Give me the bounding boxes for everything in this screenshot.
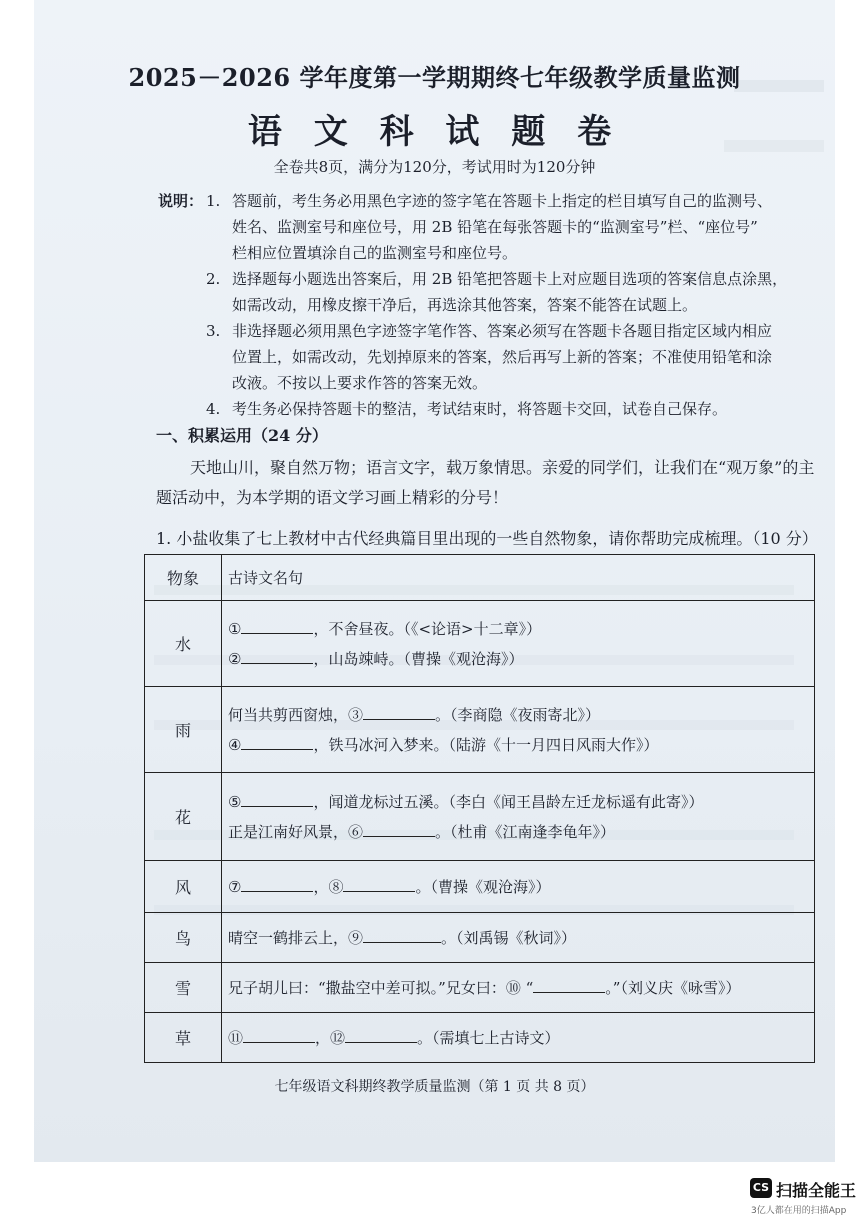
instructions-label: 说明： bbox=[158, 192, 204, 210]
object-cell: 草 bbox=[145, 1013, 222, 1063]
answer-blank[interactable] bbox=[345, 1024, 417, 1043]
instruction-line: 栏相应位置填涂自己的监测室号和座位号。 bbox=[232, 244, 518, 262]
table-row bbox=[145, 1013, 815, 1063]
instruction-number: 4. bbox=[206, 400, 221, 418]
object-cell: 花 bbox=[145, 773, 222, 861]
instruction-number: 2. bbox=[206, 270, 221, 288]
answer-blank[interactable] bbox=[241, 788, 313, 807]
answer-blank[interactable] bbox=[241, 731, 313, 750]
table-row bbox=[145, 913, 815, 963]
verse-cell: 兄子胡儿曰：“撒盐空中差可拟。”兄女曰：⑩ “ 。”（刘义庆《咏雪》） bbox=[222, 963, 815, 1013]
instruction-item bbox=[158, 318, 818, 396]
poem-table bbox=[144, 554, 815, 1063]
object-cell: 雪 bbox=[145, 963, 222, 1013]
instruction-line: 如需改动，用橡皮擦干净后，再选涂其他答案，答案不能答在试题上。 bbox=[232, 296, 698, 314]
header-verse: 古诗文名句 bbox=[222, 555, 815, 601]
instruction-line: 位置上，如需改动，先划掉原来的答案，然后再写上新的答案；不准使用铅笔和涂 bbox=[232, 348, 773, 366]
instruction-line: 非选择题必须用黑色字迹签字笔作答、答案必须写在答题卡各题目指定区域内相应 bbox=[232, 322, 773, 340]
answer-blank[interactable] bbox=[533, 974, 605, 993]
verse-cell: 何当共剪西窗烛，③ 。（李商隐《夜雨寄北》） ④ ，铁马冰河入梦来。（陆游《十一月四日风雨大作》） bbox=[222, 687, 815, 773]
camscanner-logo-icon: CS bbox=[750, 1178, 772, 1198]
instruction-item bbox=[158, 396, 818, 422]
watermark-name: 扫描全能王 bbox=[776, 1181, 857, 1200]
instruction-item bbox=[158, 266, 818, 318]
answer-blank[interactable] bbox=[241, 873, 313, 892]
instructions bbox=[158, 188, 818, 422]
instruction-line: 姓名、监测室号和座位号，用 2B 铅笔在每张答题卡的“监测室号”栏、“座位号” bbox=[232, 218, 758, 236]
object-cell: 风 bbox=[145, 861, 222, 913]
instruction-number: 3. bbox=[206, 322, 221, 340]
instruction-line: 改液。不按以上要求作答的答案无效。 bbox=[232, 374, 488, 392]
instruction-item bbox=[158, 188, 818, 266]
answer-blank[interactable] bbox=[343, 873, 415, 892]
answer-blank[interactable] bbox=[363, 818, 435, 837]
exam-info: 全卷共8页，满分为120分，考试用时为120分钟 bbox=[273, 158, 596, 176]
question-1-text: 1. 小盐收集了七上教材中古代经典篇目里出现的一些自然物象，请你帮助完成梳理。（10 分） bbox=[156, 529, 818, 548]
exam-subject-title: 语 文 科 试 题 卷 bbox=[247, 112, 622, 152]
object-cell: 雨 bbox=[145, 687, 222, 773]
instruction-line: 答题前，考生务必用黑色字迹的签字笔在答题卡上指定的栏目填写自己的监测号、 bbox=[232, 192, 773, 210]
object-cell: 鸟 bbox=[145, 913, 222, 963]
object-cell: 水 bbox=[145, 601, 222, 687]
table-row bbox=[145, 687, 815, 773]
section-intro: 天地山川，聚自然万物；语言文字，载万象情思。亲爱的同学们，让我们在“观万象”的主题活动中，为本学期的语文学习画上精彩的分号！ bbox=[156, 458, 815, 507]
instruction-number: 1. bbox=[206, 192, 221, 210]
exam-title: 2025－2026 学年度第一学期期终七年级教学质量监测 bbox=[128, 63, 741, 92]
table-row bbox=[145, 861, 815, 913]
table-row bbox=[145, 963, 815, 1013]
scanned-page bbox=[34, 0, 835, 1162]
answer-blank[interactable] bbox=[241, 645, 313, 664]
verse-cell: ⑤ ，闻道龙标过五溪。（李白《闻王昌龄左迁龙标遥有此寄》） 正是江南好风景，⑥ 。（杜甫《江南逢李龟年》） bbox=[222, 773, 815, 861]
answer-blank[interactable] bbox=[363, 701, 435, 720]
header-object: 物象 bbox=[145, 555, 222, 601]
table-row bbox=[145, 601, 815, 687]
table-row bbox=[145, 773, 815, 861]
watermark-tagline: 3亿人都在用的扫描App bbox=[751, 1206, 847, 1216]
answer-blank[interactable] bbox=[363, 924, 441, 943]
answer-blank[interactable] bbox=[241, 615, 313, 634]
verse-cell: 晴空一鹤排云上，⑨ 。（刘禹锡《秋词》） bbox=[222, 913, 815, 963]
instruction-line: 考生务必保持答题卡的整洁，考试结束时，将答题卡交回，试卷自己保存。 bbox=[232, 400, 728, 418]
page-footer: 七年级语文科期终教学质量监测（第 1 页 共 8 页） bbox=[274, 1079, 595, 1095]
table-header-row bbox=[145, 555, 815, 601]
verse-cell: ⑦ ，⑧ 。（曹操《观沧海》） bbox=[222, 861, 815, 913]
scanner-watermark bbox=[747, 1176, 862, 1220]
section-heading: 一、积累运用（24 分） bbox=[156, 426, 328, 445]
answer-blank[interactable] bbox=[243, 1024, 315, 1043]
instruction-line: 选择题每小题选出答案后，用 2B 铅笔把答题卡上对应题目选项的答案信息点涂黑， bbox=[232, 270, 788, 288]
verse-cell: ⑪ ，⑫ 。（需填七上古诗文） bbox=[222, 1013, 815, 1063]
verse-cell: ① ，不舍昼夜。（《<论语>十二章》） ② ，山岛竦峙。（曹操《观沧海》） bbox=[222, 601, 815, 687]
